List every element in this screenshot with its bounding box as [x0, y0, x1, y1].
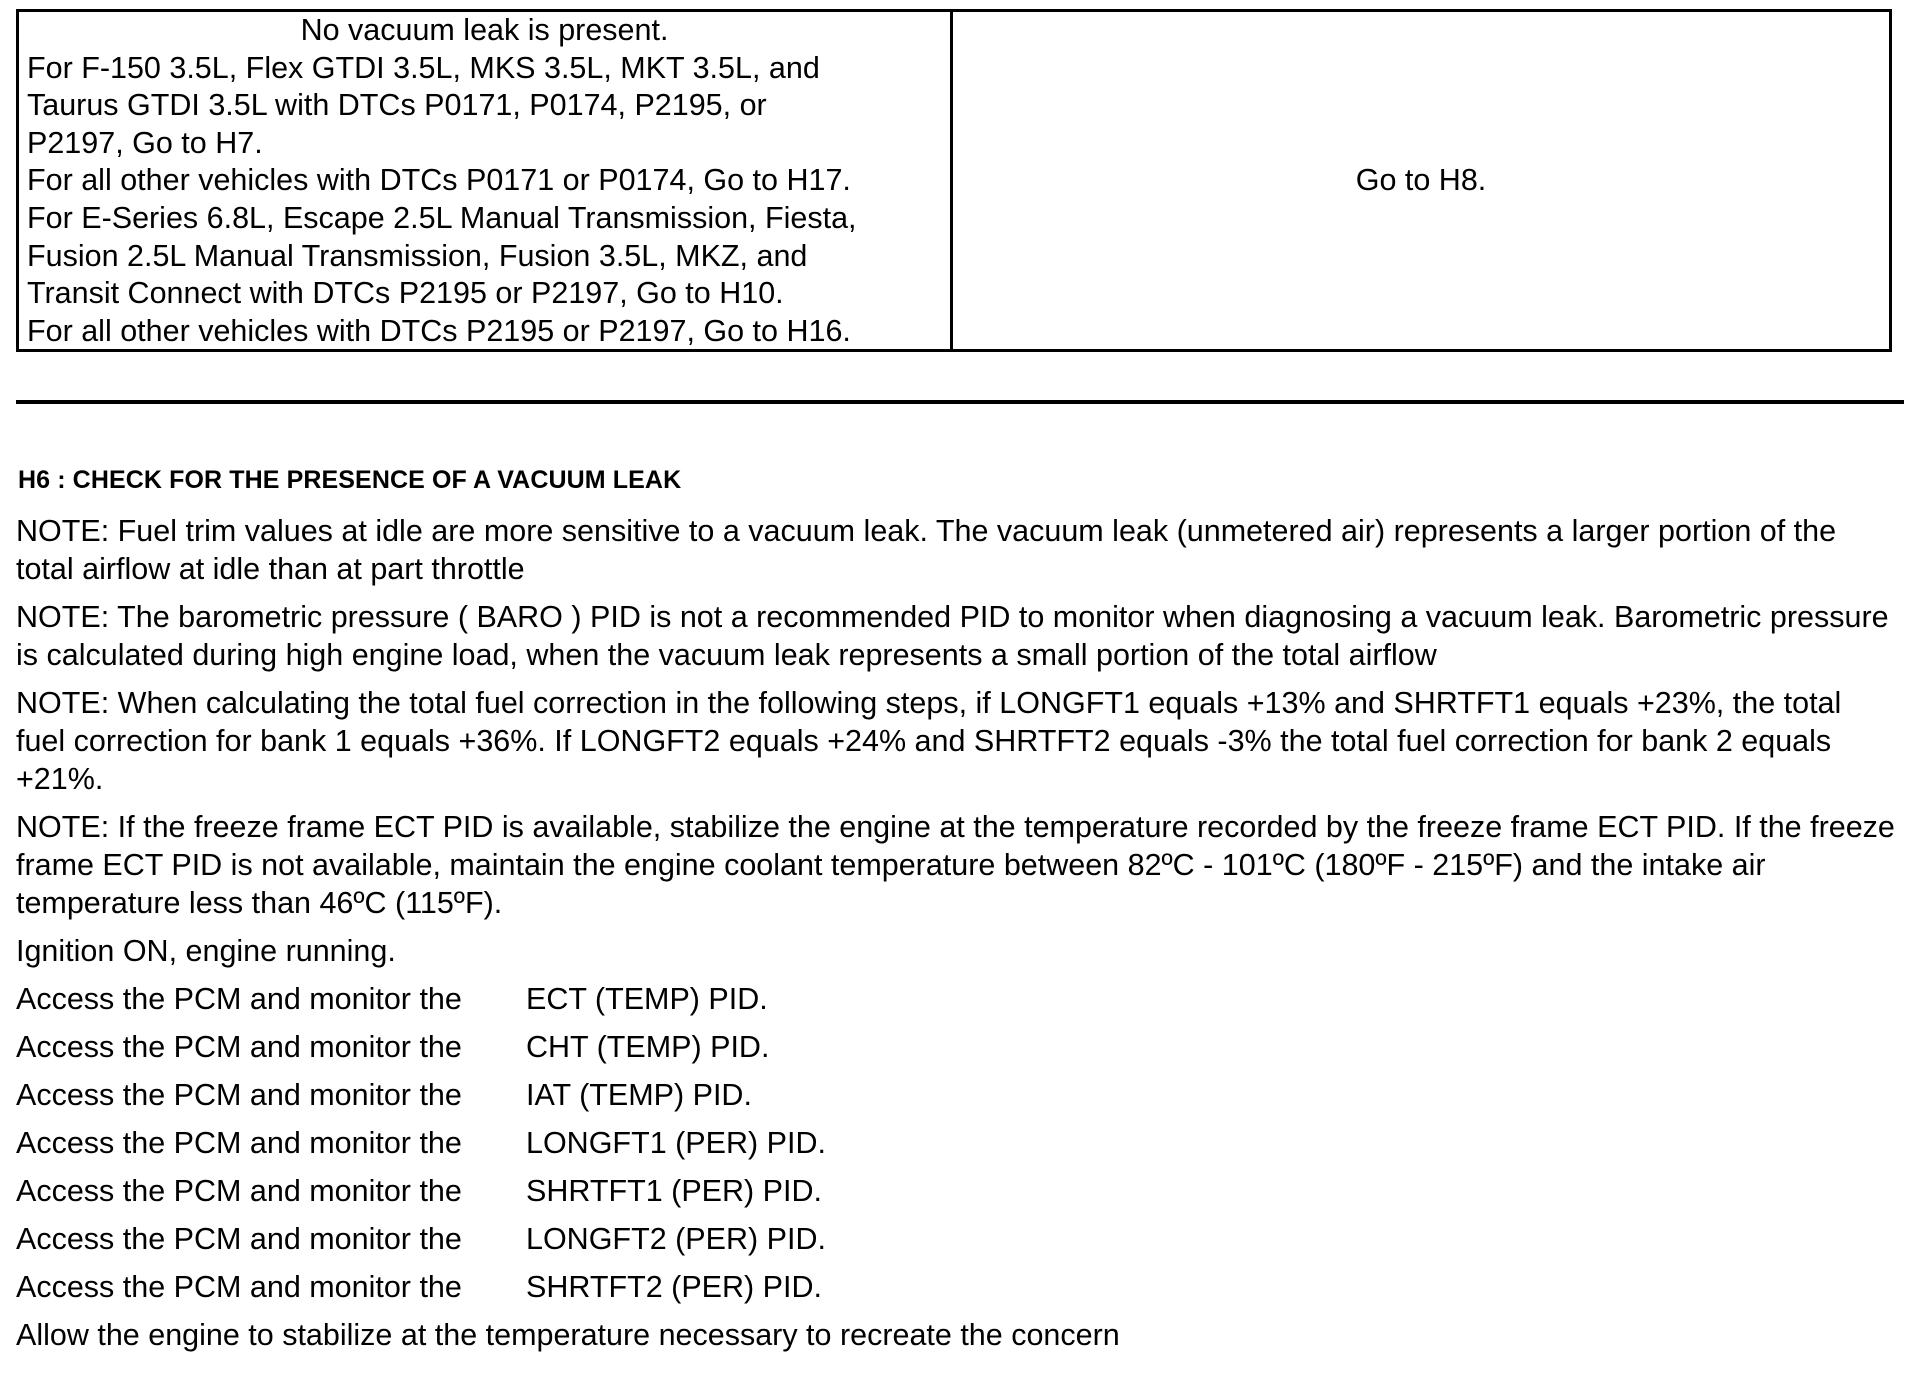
- step-monitor-shrtft2: [16, 1268, 1896, 1316]
- step-pid: SHRTFT1 (PER) PID.: [526, 1174, 822, 1208]
- step-pid: CHT (TEMP) PID.: [526, 1030, 770, 1064]
- go-to-h8-text: Go to H8.: [1355, 163, 1487, 197]
- step-monitor-iat: [16, 1076, 1896, 1124]
- note-baro: NOTE: The barometric pressure ( BARO ) PID is not a recommended PID to monitor when diagnosing a vacuum leak. Barometric pressure is calculated during high engine load, when the vacuum leak represents a small portion of the total airflow: [16, 600, 1889, 672]
- result-table: [16, 9, 1892, 352]
- result-line: P2197, Go to H7.: [27, 125, 263, 160]
- step-stabilize: Allow the engine to stabilize at the temperature necessary to recreate the concern: [16, 1318, 1120, 1352]
- result-line: Transit Connect with DTCs P2195 or P2197, Go to H10.: [27, 276, 784, 311]
- step-pid: SHRTFT2 (PER) PID.: [526, 1270, 822, 1304]
- step-monitor-ect: [16, 980, 1896, 1028]
- note-fuel-trim: NOTE: Fuel trim values at idle are more sensitive to a vacuum leak. The vacuum leak (unmetered air) represents a larger portion of the total airflow at idle than at part throttle: [16, 514, 1837, 586]
- step-prefix: Access the PCM and monitor the: [16, 1126, 462, 1160]
- result-cell-title: No vacuum leak is present.: [300, 13, 669, 47]
- note-freeze-frame: NOTE: If the freeze frame ECT PID is available, stabilize the engine at the temperature recorded by the freeze frame ECT PID. If the freeze frame ECT PID is not available, maintain the engine coolant temperature between 82ºC - 101ºC (180ºF - 215ºF) and the intake air temperature less than 46ºC (115ºF).: [16, 810, 1895, 920]
- result-line: Fusion 2.5L Manual Transmission, Fusion 3.5L, MKZ, and: [27, 238, 808, 273]
- result-cell-leak: [953, 12, 1889, 349]
- step-monitor-shrtft1: [16, 1172, 1896, 1220]
- step-monitor-longft1: [16, 1124, 1896, 1172]
- step-prefix: Access the PCM and monitor the: [16, 1270, 462, 1304]
- step-prefix: Access the PCM and monitor the: [16, 982, 462, 1016]
- step-monitor-longft2: [16, 1220, 1896, 1268]
- step-pid: LONGFT1 (PER) PID.: [526, 1126, 826, 1160]
- step-ignition: Ignition ON, engine running.: [16, 934, 396, 968]
- section-divider: [16, 400, 1904, 404]
- result-line: For all other vehicles with DTCs P2195 or P2197, Go to H16.: [27, 313, 851, 348]
- step-monitor-cht: [16, 1028, 1896, 1076]
- step-pid: LONGFT2 (PER) PID.: [526, 1222, 826, 1256]
- step-prefix: Access the PCM and monitor the: [16, 1078, 462, 1112]
- result-line: For E-Series 6.8L, Escape 2.5L Manual Transmission, Fiesta,: [27, 200, 857, 235]
- result-line: For F-150 3.5L, Flex GTDI 3.5L, MKS 3.5L, MKT 3.5L, and: [27, 50, 820, 85]
- section-heading: H6 : CHECK FOR THE PRESENCE OF A VACUUM LEAK: [18, 466, 682, 494]
- section-body: [16, 512, 1896, 1364]
- step-prefix: Access the PCM and monitor the: [16, 1174, 462, 1208]
- result-line: For all other vehicles with DTCs P0171 or P0174, Go to H17.: [27, 163, 851, 198]
- note-calculation: NOTE: When calculating the total fuel correction in the following steps, if LONGFT1 equals +13% and SHRTFT1 equals +23%, the total fuel correction for bank 1 equals +36%. If LONGFT2 equals +24% and SHRTFT2 equals -3% the total fuel correction for bank 2 equals +21%.: [16, 686, 1842, 796]
- result-cell-no-leak: [19, 12, 953, 349]
- result-line: Taurus GTDI 3.5L with DTCs P0171, P0174, P2195, or: [27, 88, 767, 123]
- step-pid: ECT (TEMP) PID.: [526, 982, 768, 1016]
- step-prefix: Access the PCM and monitor the: [16, 1030, 462, 1064]
- step-pid: IAT (TEMP) PID.: [526, 1078, 752, 1112]
- step-prefix: Access the PCM and monitor the: [16, 1222, 462, 1256]
